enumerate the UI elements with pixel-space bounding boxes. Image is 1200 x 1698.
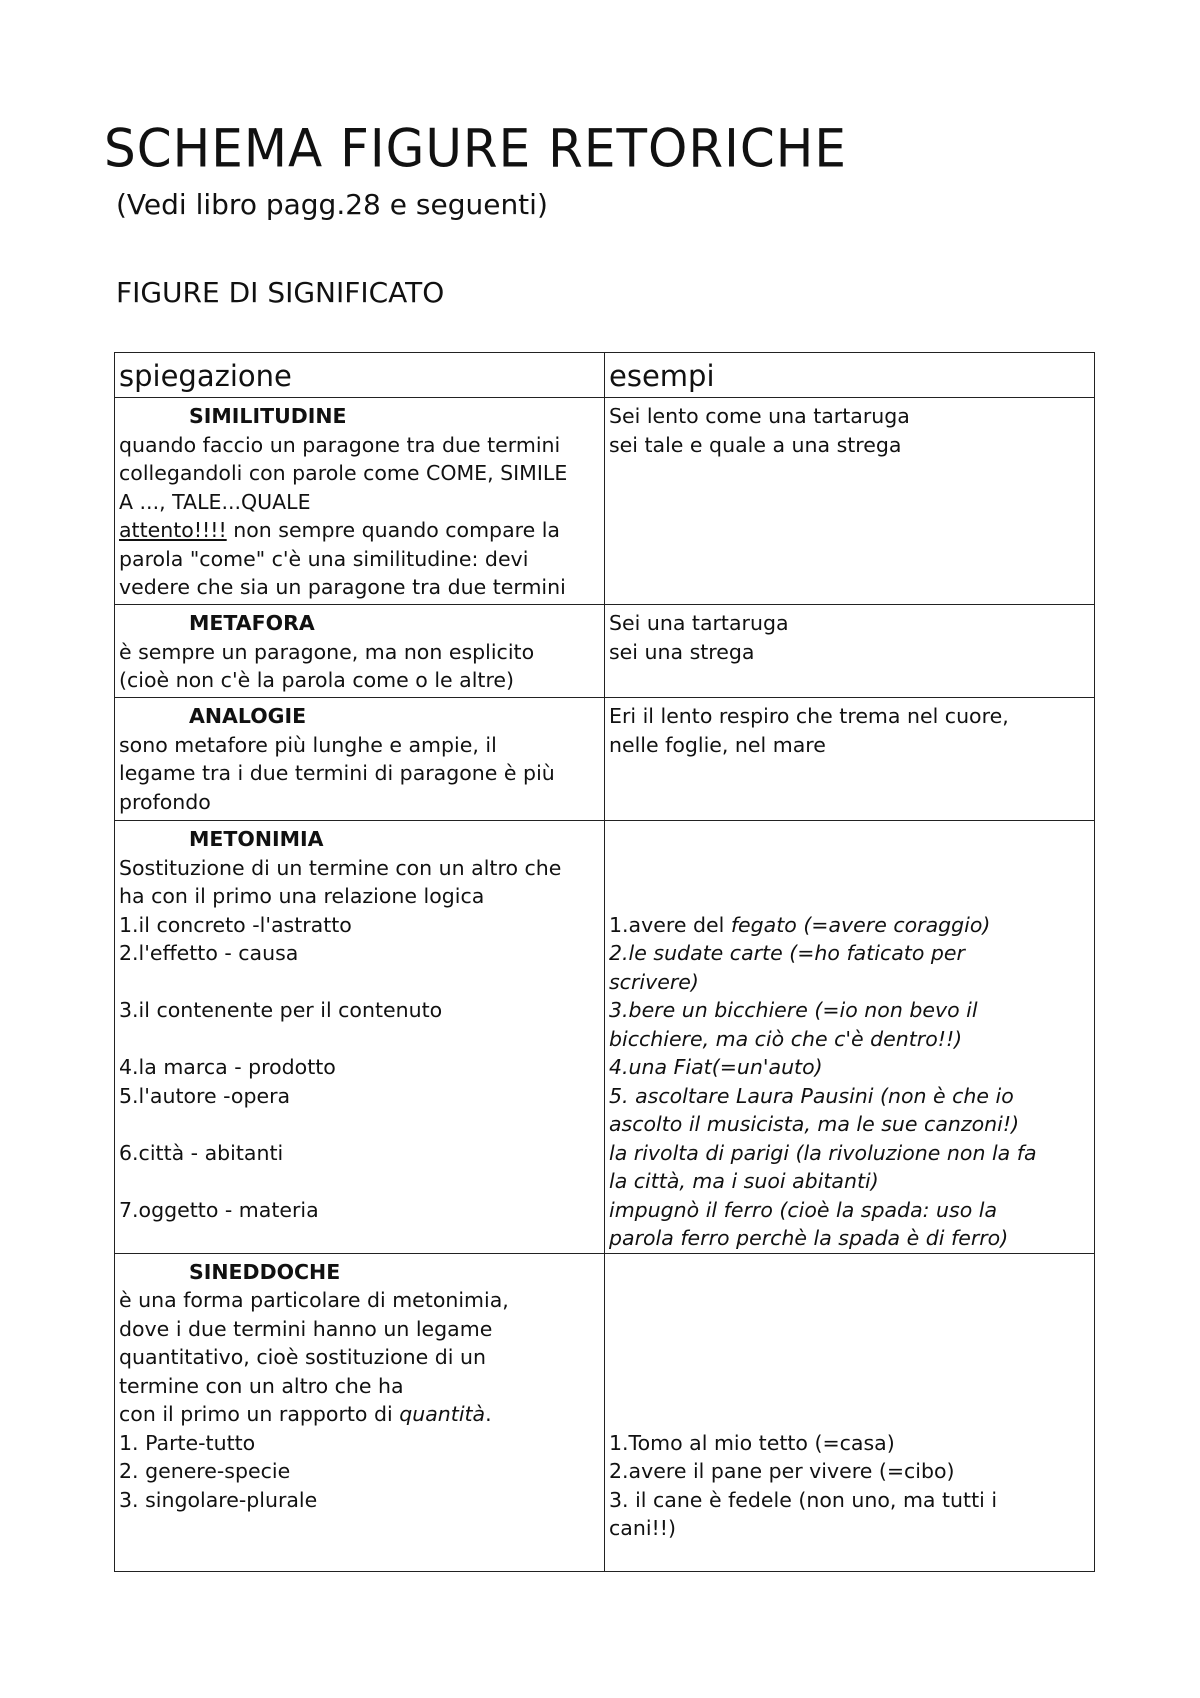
figure-name: ANALOGIE — [189, 704, 307, 728]
example-line: 5. ascoltare Laura Pausini (non è che io — [609, 1083, 1014, 1108]
explanation-line: vedere che sia un paragone tra due termini — [119, 575, 566, 599]
example-line: parola ferro perchè la spada è di ferro) — [609, 1226, 1009, 1250]
warning-line — [119, 516, 600, 545]
explanation-line: profondo — [119, 789, 211, 814]
line-spacer — [119, 1167, 600, 1196]
explanation-line: legame tra i due termini di paragone è più — [119, 761, 555, 785]
line-spacer — [609, 882, 1090, 911]
list-item: 1. Parte-tutto — [119, 1430, 256, 1455]
example-line: 1.Tomo al mio tetto (=casa) — [609, 1430, 895, 1455]
example-line: ascolto il musicista, ma le sue canzoni!) — [609, 1112, 1020, 1136]
line-spacer — [609, 1315, 1090, 1344]
table-row — [115, 698, 1095, 821]
example-line: 3. il cane è fedele (non uno, ma tutti i — [609, 1487, 998, 1512]
explanation-line: Sostituzione di un termine con un altro che — [119, 855, 562, 880]
explanation-italic: quantità — [399, 1402, 486, 1426]
example-line: sei una strega — [609, 639, 755, 664]
explanation-line: (cioè non c'è la parola come o le altre) — [119, 668, 515, 692]
example-plain: 1.avere del — [609, 912, 731, 937]
explanation-line: sono metafore più lunghe e ampie, il — [119, 732, 497, 757]
table-row — [115, 605, 1095, 698]
list-item: 2.l'effetto - causa — [119, 941, 299, 965]
explanation-cell — [115, 605, 605, 698]
explanation-line: ha con il primo una relazione logica — [119, 884, 485, 908]
example-line — [609, 911, 1090, 940]
example-italic: fegato (=avere coraggio) — [730, 912, 991, 937]
list-item: 3.il contenente per il contenuto — [119, 998, 443, 1022]
list-item: 1.il concreto -l'astratto — [119, 912, 352, 937]
figure-name: METAFORA — [189, 611, 315, 635]
table-row — [115, 398, 1095, 605]
list-item: 4.la marca - prodotto — [119, 1055, 336, 1079]
document-title: SCHEMA FIGURE RETORICHE — [104, 118, 847, 179]
examples-cell — [605, 821, 1095, 1254]
warning-underlined: attento!!!! — [119, 518, 227, 542]
example-line: 3.bere un bicchiere (=io non bevo il — [609, 998, 978, 1022]
explanation-line: parola "come" c'è una similitudine: devi — [119, 546, 529, 571]
examples-cell — [605, 698, 1095, 821]
line-spacer — [609, 1343, 1090, 1372]
line-spacer — [609, 854, 1090, 883]
examples-cell — [605, 398, 1095, 605]
explanation-line: quantitativo, cioè sostituzione di un — [119, 1345, 486, 1369]
document-subtitle: (Vedi libro pagg.28 e seguenti) — [116, 188, 548, 221]
table-header-row — [115, 353, 1095, 398]
figure-name: SINEDDOCHE — [189, 1259, 341, 1284]
line-spacer — [609, 1372, 1090, 1401]
explanation-line: è sempre un paragone, ma non esplicito — [119, 639, 535, 664]
explanation-line: dove i due termini hanno un legame — [119, 1316, 493, 1341]
table-row — [115, 1253, 1095, 1571]
line-spacer — [119, 1025, 600, 1054]
example-line: bicchiere, ma ciò che c'è dentro!!) — [609, 1026, 963, 1051]
example-line: la città, ma i suoi abitanti) — [609, 1169, 879, 1193]
list-item: 6.città - abitanti — [119, 1140, 284, 1165]
example-line: 2.avere il pane per vivere (=cibo) — [609, 1459, 955, 1483]
explanation-cell — [115, 821, 605, 1254]
explanation-line: A ..., TALE...QUALE — [119, 489, 311, 514]
explanation-cell — [115, 398, 605, 605]
examples-cell — [605, 605, 1095, 698]
line-spacer — [119, 968, 600, 997]
warning-rest: non sempre quando compare la — [226, 518, 560, 542]
line-spacer — [609, 825, 1090, 854]
line-spacer — [609, 1400, 1090, 1429]
explanation-line — [119, 1400, 600, 1429]
list-item: 7.oggetto - materia — [119, 1197, 319, 1222]
example-line: Sei una tartaruga — [609, 611, 789, 635]
example-line: cani!!) — [609, 1516, 676, 1540]
section-heading: FIGURE DI SIGNIFICATO — [116, 276, 445, 309]
explanation-cell — [115, 698, 605, 821]
example-line: 4.una Fiat(=un'auto) — [609, 1055, 823, 1079]
examples-cell — [605, 1253, 1095, 1571]
explanation-line: è una forma particolare di metonimia, — [119, 1288, 509, 1312]
example-line: sei tale e quale a una strega — [609, 432, 902, 457]
example-line: nelle foglie, nel mare — [609, 732, 826, 757]
example-line: Sei lento come una tartaruga — [609, 404, 910, 428]
list-item: 2. genere-specie — [119, 1459, 291, 1483]
explanation-line: termine con un altro che ha — [119, 1373, 404, 1398]
explanation-line: collegandoli con parole come COME, SIMILE — [119, 461, 568, 485]
example-line: impugnò il ferro (cioè la spada: uso la — [609, 1197, 998, 1222]
line-spacer — [119, 1110, 600, 1139]
example-line: scrivere) — [609, 969, 699, 994]
header-esempi: esempi — [605, 353, 1095, 398]
explanation-end: . — [485, 1402, 492, 1426]
line-spacer — [609, 1258, 1090, 1287]
list-item: 5.l'autore -opera — [119, 1083, 291, 1108]
explanation-plain: con il primo un rapporto di — [119, 1402, 400, 1426]
figure-name: SIMILITUDINE — [189, 404, 347, 428]
explanation-line: quando faccio un paragone tra due termini — [119, 432, 561, 457]
rhetorical-figures-table — [114, 352, 1095, 1572]
list-item: 3. singolare-plurale — [119, 1487, 318, 1512]
line-spacer — [609, 1286, 1090, 1315]
header-spiegazione: spiegazione — [115, 353, 605, 398]
table-row — [115, 821, 1095, 1254]
example-line: la rivolta di parigi (la rivoluzione non la fa — [609, 1140, 1037, 1165]
example-line: 2.le sudate carte (=ho faticato per — [609, 941, 965, 965]
example-line: Eri il lento respiro che trema nel cuore, — [609, 704, 1009, 728]
figure-name: METONIMIA — [189, 827, 324, 851]
explanation-cell — [115, 1253, 605, 1571]
